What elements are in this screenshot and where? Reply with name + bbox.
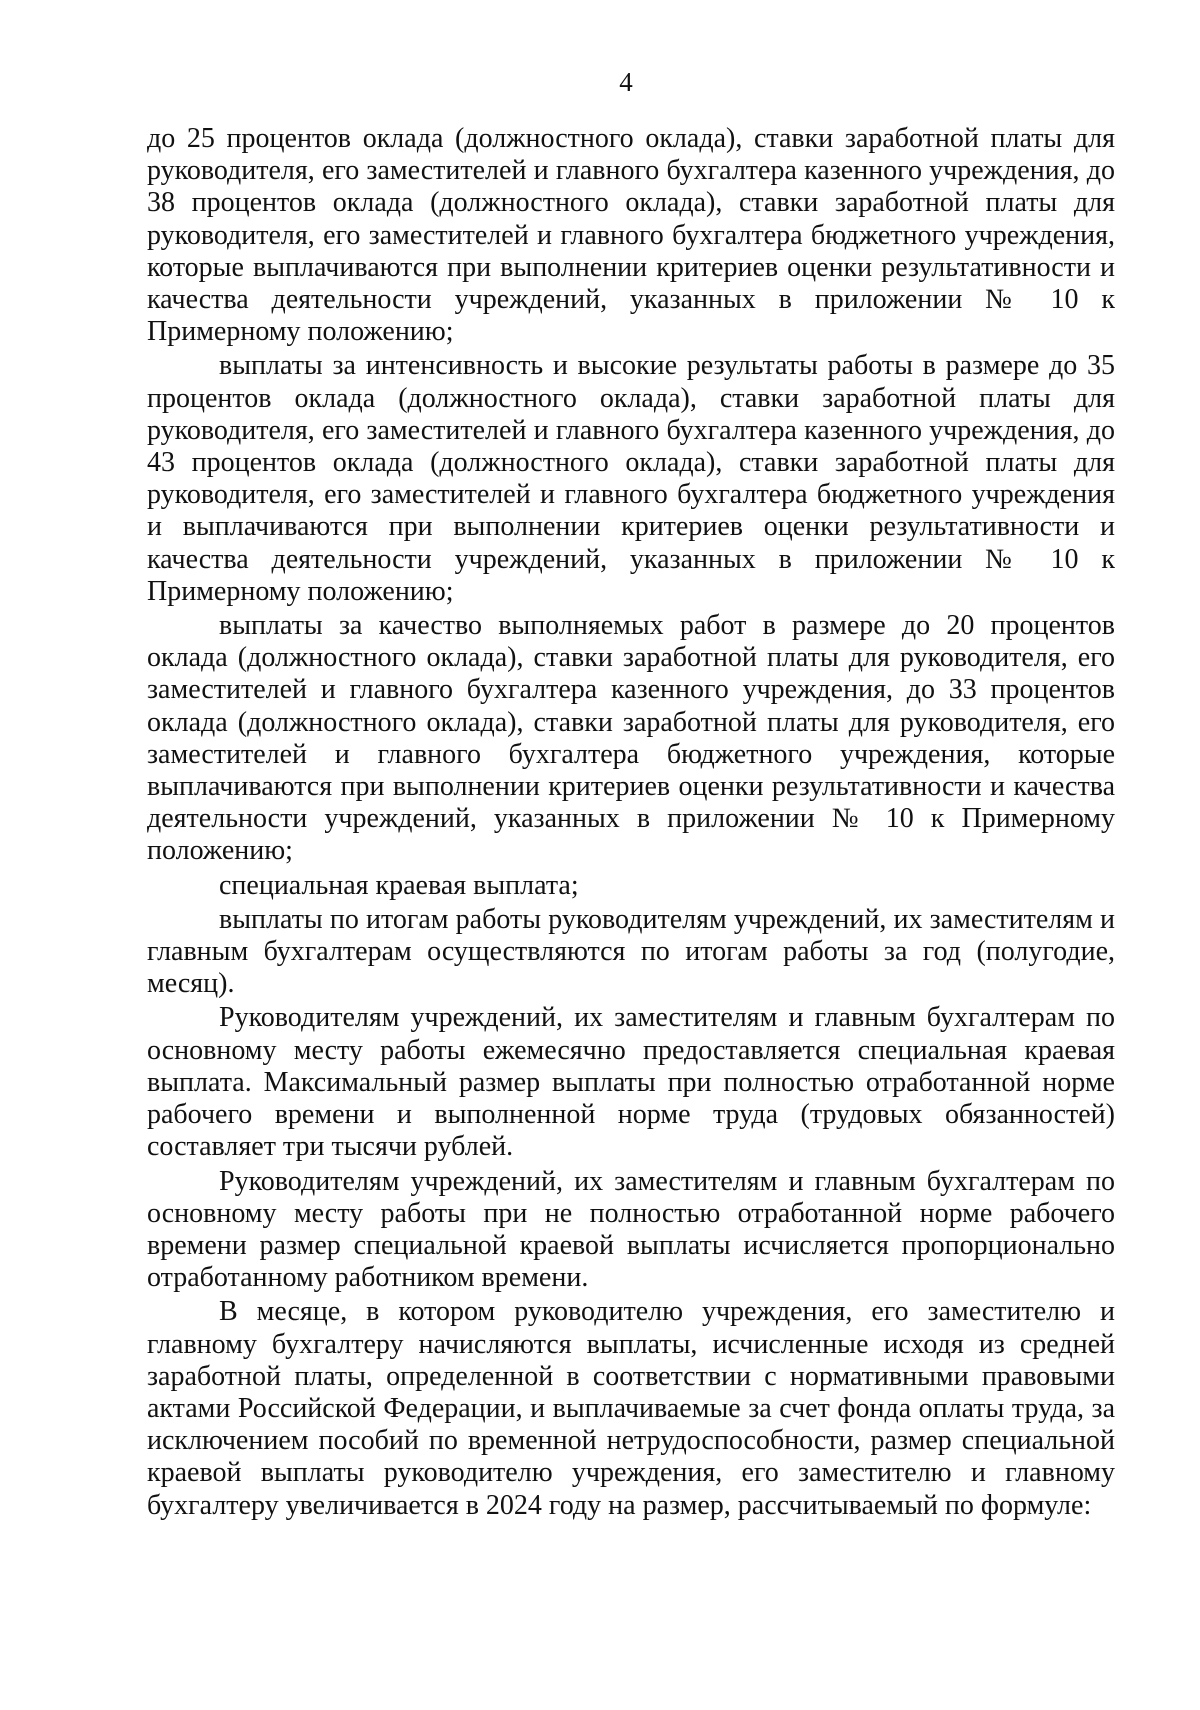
paragraph-4: специальная краевая выплата; <box>219 869 579 901</box>
paragraph-3: выплаты за качество выполняемых работ в размере до 20 процентов оклада (должностного оклада), ставки заработной платы для руководителя, его заместителей и главного бухгалтера казенного учреждения, до 33 процентов оклада (должностного оклада), ставки заработной платы для руководителя, его заместителей и главного бухгалтера бюджетного учреждения, которые выплачиваются при выполнении критериев оценки результативности и качества деятельности учреждений, указанных в приложении № 10 к Примерному положению; <box>147 610 1115 867</box>
paragraph-6: Руководителям учреждений, их заместителям и главным бухгалтерам по основному месту работы ежемесячно предоставляется специальная краевая выплата. Максимальный размер выплаты при полностью отработанной норме рабочего времени и выполненной норме труда (трудовых обязанностей) составляет три тысячи рублей. <box>147 1002 1115 1163</box>
paragraph-2: выплаты за интенсивность и высокие результаты работы в размере до 35 процентов оклада (должностного оклада), ставки заработной платы для руководителя, его заместителей и главного бухгалтера казенного учреждения, до 43 процентов оклада (должностного оклада), ставки заработной платы для руководителя, его заместителей и главного бухгалтера бюджетного учреждения и выплачиваются при выполнении критериев оценки результативности и качества деятельности учреждений, указанных в приложении № 10 к Примерному положению; <box>147 350 1115 607</box>
paragraph-8: В месяце, в котором руководителю учреждения, его заместителю и главному бухгалтеру начисляются выплаты, исчисленные исходя из средней заработной платы, определенной в соответствии с нормативными правовыми актами Российской Федерации, и выплачиваемые за счет фонда оплаты труда, за исключением пособий по временной нетрудоспособности, размер специальной краевой выплаты руководителю учреждения, его заместителю и главному бухгалтеру увеличивается в 2024 году на размер, рассчитываемый по формуле: <box>147 1296 1115 1521</box>
document-body <box>147 123 1115 1522</box>
paragraph-1: до 25 процентов оклада (должностного оклада), ставки заработной платы для руководителя, его заместителей и главного бухгалтера казенного учреждения, до 38 процентов оклада (должностного оклада), ставки заработной платы для руководителя, его заместителей и главного бухгалтера бюджетного учреждения, которые выплачиваются при выполнении критериев оценки результативности и качества деятельности учреждений, указанных в приложении № 10 к Примерному положению; <box>147 123 1115 348</box>
paragraph-5: выплаты по итогам работы руководителям учреждений, их заместителям и главным бухгалтерам осуществляются по итогам работы за год (полугодие, месяц). <box>147 903 1115 1000</box>
paragraph-7: Руководителям учреждений, их заместителям и главным бухгалтерам по основному месту работы при не полностью отработанной норме рабочего времени размер специальной краевой выплаты исчисляется пропорционально отработанному работником времени. <box>147 1165 1115 1294</box>
page-number: 4 <box>619 67 633 97</box>
